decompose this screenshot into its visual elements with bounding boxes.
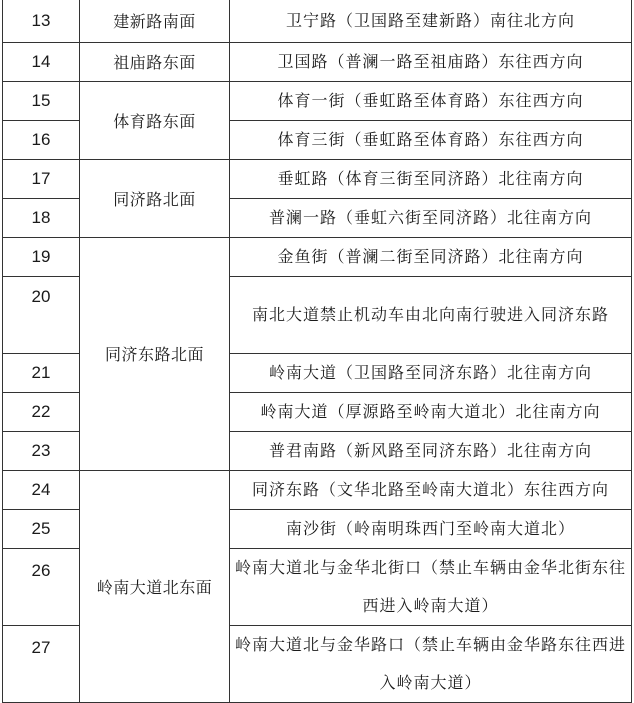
table-row — [3, 42, 632, 81]
row-number: 26 — [3, 548, 80, 625]
row-number: 17 — [3, 159, 80, 198]
table-row — [3, 237, 632, 276]
road-section: 岭南大道北与金华路口（禁止车辆由金华路东往西进入岭南大道） — [230, 625, 632, 702]
table-row — [3, 0, 632, 42]
road-section: 南北大道禁止机动车由北向南行驶进入同济东路 — [230, 276, 632, 353]
row-number: 20 — [3, 276, 80, 353]
road-section: 南沙街（岭南明珠西门至岭南大道北） — [230, 509, 632, 548]
row-number: 16 — [3, 120, 80, 159]
row-number: 23 — [3, 431, 80, 470]
row-number: 13 — [3, 0, 80, 42]
road-name: 祖庙路东面 — [80, 42, 230, 81]
row-number: 15 — [3, 81, 80, 120]
road-section: 同济东路（文华北路至岭南大道北）东往西方向 — [230, 470, 632, 509]
road-section: 普君南路（新风路至同济东路）北往南方向 — [230, 431, 632, 470]
road-section: 体育一街（垂虹路至体育路）东往西方向 — [230, 81, 632, 120]
road-name: 同济东路北面 — [80, 237, 230, 470]
road-name: 岭南大道北东面 — [80, 470, 230, 702]
table-row — [3, 470, 632, 509]
road-name: 建新路南面 — [80, 0, 230, 42]
road-closure-table — [2, 0, 632, 703]
road-section: 垂虹路（体育三街至同济路）北往南方向 — [230, 159, 632, 198]
row-number: 25 — [3, 509, 80, 548]
road-section: 金鱼街（普澜二街至同济路）北往南方向 — [230, 237, 632, 276]
road-name: 体育路东面 — [80, 81, 230, 159]
table-row — [3, 159, 632, 198]
row-number: 22 — [3, 392, 80, 431]
road-name: 同济路北面 — [80, 159, 230, 237]
row-number: 19 — [3, 237, 80, 276]
road-section: 体育三街（垂虹路至体育路）东往西方向 — [230, 120, 632, 159]
road-section: 卫宁路（卫国路至建新路）南往北方向 — [230, 0, 632, 42]
road-section: 岭南大道（厚源路至岭南大道北）北往南方向 — [230, 392, 632, 431]
row-number: 14 — [3, 42, 80, 81]
road-section: 岭南大道北与金华北街口（禁止车辆由金华北街东往西进入岭南大道） — [230, 548, 632, 625]
row-number: 18 — [3, 198, 80, 237]
row-number: 21 — [3, 353, 80, 392]
row-number: 24 — [3, 470, 80, 509]
road-section: 岭南大道（卫国路至同济东路）北往南方向 — [230, 353, 632, 392]
table-row — [3, 81, 632, 120]
road-section: 普澜一路（垂虹六街至同济路）北往南方向 — [230, 198, 632, 237]
road-section: 卫国路（普澜一路至祖庙路）东往西方向 — [230, 42, 632, 81]
row-number: 27 — [3, 625, 80, 702]
